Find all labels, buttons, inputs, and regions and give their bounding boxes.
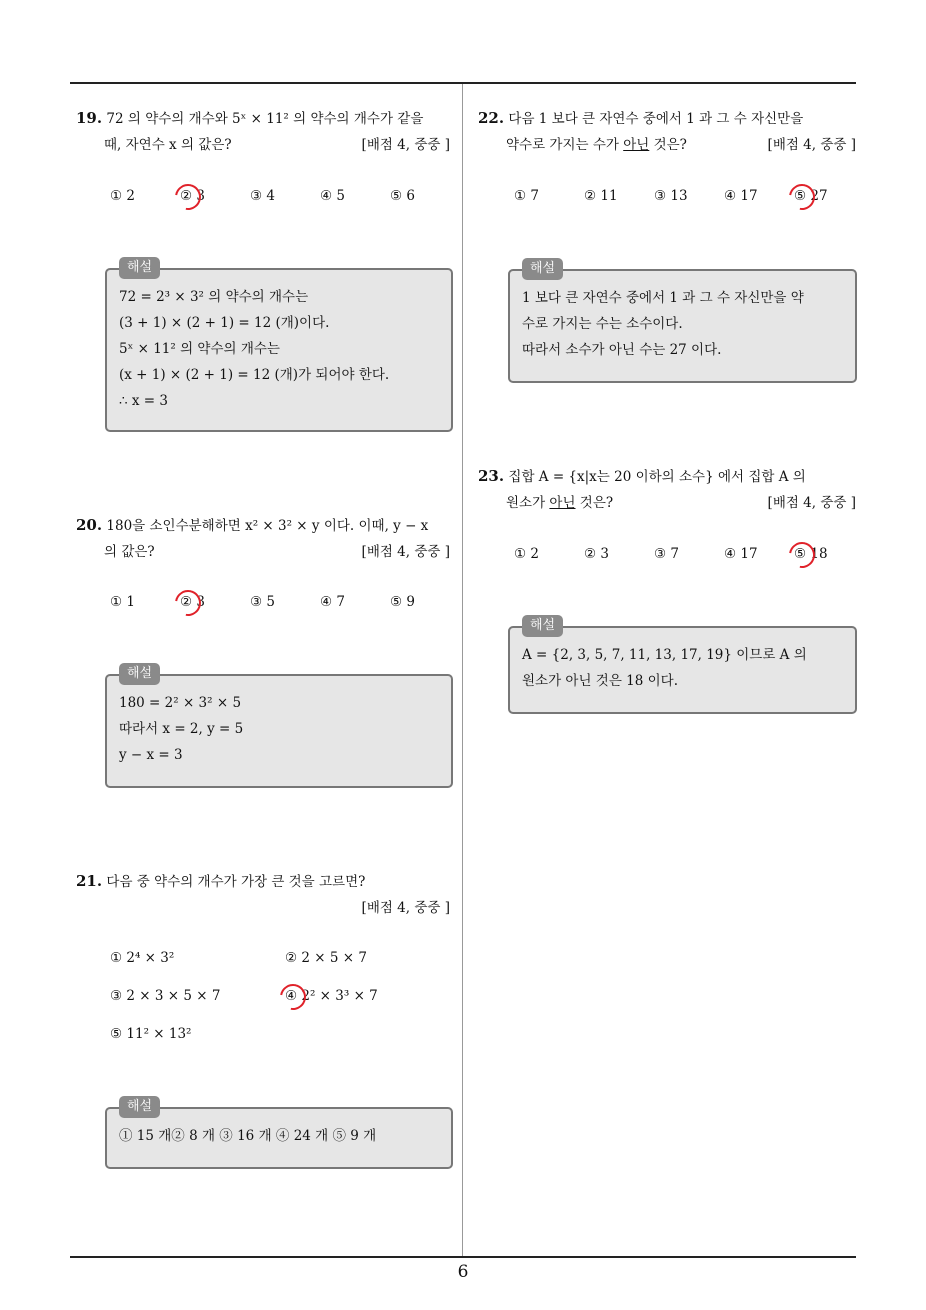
question-text: 다음 1 보다 큰 자연수 중에서 1 과 그 수 자신만을 xyxy=(508,111,804,127)
score-meta: [배점 4, 중중 ] xyxy=(361,137,450,153)
solution-line: ∴ x = 3 xyxy=(119,393,168,409)
score-meta: [배점 4, 중중 ] xyxy=(767,495,856,511)
question-number: 21. xyxy=(76,872,103,890)
top-rule xyxy=(70,82,856,84)
choice-2[interactable]: ② 3 xyxy=(584,546,609,562)
selected-answer-mark xyxy=(784,537,820,573)
choices-22 xyxy=(514,188,854,210)
solution-box-20 xyxy=(105,666,453,788)
solution-line: A = {2, 3, 5, 7, 11, 13, 17, 19} 이므로 A 의 xyxy=(522,647,807,663)
choice-5[interactable]: ⑤ 11² × 13² xyxy=(110,1026,192,1042)
selected-answer-mark xyxy=(275,979,311,1015)
solution-line: 72 = 2³ × 3² 의 약수의 개수는 xyxy=(119,289,309,305)
choice-1[interactable]: ① 2 xyxy=(514,546,539,562)
question-number: 19. xyxy=(76,109,103,127)
question-23 xyxy=(478,463,856,516)
solution-line: 따라서 x = 2, y = 5 xyxy=(119,721,244,737)
choice-3[interactable]: ③ 5 xyxy=(250,594,275,610)
question-text: 때, 자연수 x 의 값은? xyxy=(104,137,232,153)
question-21 xyxy=(76,868,450,921)
choice-2[interactable]: ② 11 xyxy=(584,188,618,204)
choice-5[interactable]: ⑤ 9 xyxy=(390,594,415,610)
solution-line: ① 15 개② 8 개 ③ 16 개 ④ 24 개 ⑤ 9 개 xyxy=(119,1128,377,1144)
score-meta: [배점 4, 중중 ] xyxy=(767,137,856,153)
question-text: 집합 A = {x|x는 20 이하의 소수} 에서 집합 A 의 xyxy=(508,469,806,485)
choice-3[interactable]: ③ 4 xyxy=(250,188,275,204)
choices-20 xyxy=(110,594,450,616)
question-number: 22. xyxy=(478,109,505,127)
choice-2[interactable]: ② 3 xyxy=(180,188,205,204)
score-meta: [배점 4, 중중 ] xyxy=(361,544,450,560)
solution-line: (x + 1) × (2 + 1) = 12 (개)가 되어야 한다. xyxy=(119,367,390,383)
choice-3[interactable]: ③ 13 xyxy=(654,188,688,204)
question-number: 20. xyxy=(76,516,103,534)
question-19 xyxy=(76,105,450,158)
solution-line: 원소가 아닌 것은 18 이다. xyxy=(522,673,679,689)
choice-1[interactable]: ① 2⁴ × 3² xyxy=(110,950,175,966)
choice-5[interactable]: ⑤ 6 xyxy=(390,188,415,204)
choices-19 xyxy=(110,188,450,210)
solution-tag: 해설 xyxy=(119,663,160,685)
question-text: 72 의 약수의 개수와 5ˣ × 11² 의 약수의 개수가 같을 xyxy=(106,111,424,127)
solution-line: 5ˣ × 11² 의 약수의 개수는 xyxy=(119,341,280,357)
solution-line: 180 = 2² × 3² × 5 xyxy=(119,695,242,711)
question-22 xyxy=(478,105,856,158)
choice-1[interactable]: ① 7 xyxy=(514,188,539,204)
solution-tag: 해설 xyxy=(119,257,160,279)
choice-2[interactable]: ② 3 xyxy=(180,594,205,610)
choice-4[interactable]: ④ 2² × 3³ × 7 xyxy=(285,988,378,1004)
solution-box-22 xyxy=(508,261,857,383)
choice-4[interactable]: ④ 17 xyxy=(724,188,758,204)
score-meta: [배점 4, 중중 ] xyxy=(361,900,450,916)
solution-line: y − x = 3 xyxy=(119,747,183,763)
solution-box-19 xyxy=(105,260,453,432)
underlined-word: 아닌 xyxy=(623,137,650,153)
question-text: 다음 중 약수의 개수가 가장 큰 것을 고르면? xyxy=(106,874,366,890)
selected-answer-mark xyxy=(170,585,206,621)
question-text: 약수로 가지는 수가 xyxy=(506,137,624,153)
question-text: 의 값은? xyxy=(104,544,155,560)
solution-line: (3 + 1) × (2 + 1) = 12 (개)이다. xyxy=(119,315,330,331)
choice-3[interactable]: ③ 2 × 3 × 5 × 7 xyxy=(110,988,221,1004)
underlined-word: 아닌 xyxy=(549,495,576,511)
solution-box-23 xyxy=(508,618,857,714)
column-divider xyxy=(462,84,463,1256)
choice-4[interactable]: ④ 5 xyxy=(320,188,345,204)
choice-5[interactable]: ⑤ 27 xyxy=(794,188,828,204)
solution-line: 수로 가지는 수는 소수이다. xyxy=(522,316,683,332)
solution-box-21 xyxy=(105,1099,453,1169)
question-text: 것은? xyxy=(649,137,687,153)
choice-4[interactable]: ④ 7 xyxy=(320,594,345,610)
choice-5[interactable]: ⑤ 18 xyxy=(794,546,828,562)
choice-3[interactable]: ③ 7 xyxy=(654,546,679,562)
question-text: 것은? xyxy=(575,495,614,511)
choices-21 xyxy=(110,950,450,1040)
choices-23 xyxy=(514,546,854,568)
question-text: 원소가 xyxy=(506,495,550,511)
bottom-rule xyxy=(70,1256,856,1258)
selected-answer-mark xyxy=(784,179,820,215)
solution-tag: 해설 xyxy=(119,1096,160,1118)
selected-answer-mark xyxy=(170,179,206,215)
page-number: 6 xyxy=(457,1262,469,1282)
question-number: 23. xyxy=(478,467,505,485)
choice-1[interactable]: ① 2 xyxy=(110,188,135,204)
choice-1[interactable]: ① 1 xyxy=(110,594,135,610)
solution-line: 1 보다 큰 자연수 중에서 1 과 그 수 자신만을 약 xyxy=(522,290,804,306)
choice-4[interactable]: ④ 17 xyxy=(724,546,758,562)
solution-tag: 해설 xyxy=(522,258,563,280)
solution-tag: 해설 xyxy=(522,615,563,637)
question-20 xyxy=(76,512,450,565)
solution-line: 따라서 소수가 아닌 수는 27 이다. xyxy=(522,342,722,358)
question-text: 180을 소인수분해하면 x² × 3² × y 이다. 이때, y − x xyxy=(106,518,429,534)
choice-2[interactable]: ② 2 × 5 × 7 xyxy=(285,950,367,966)
